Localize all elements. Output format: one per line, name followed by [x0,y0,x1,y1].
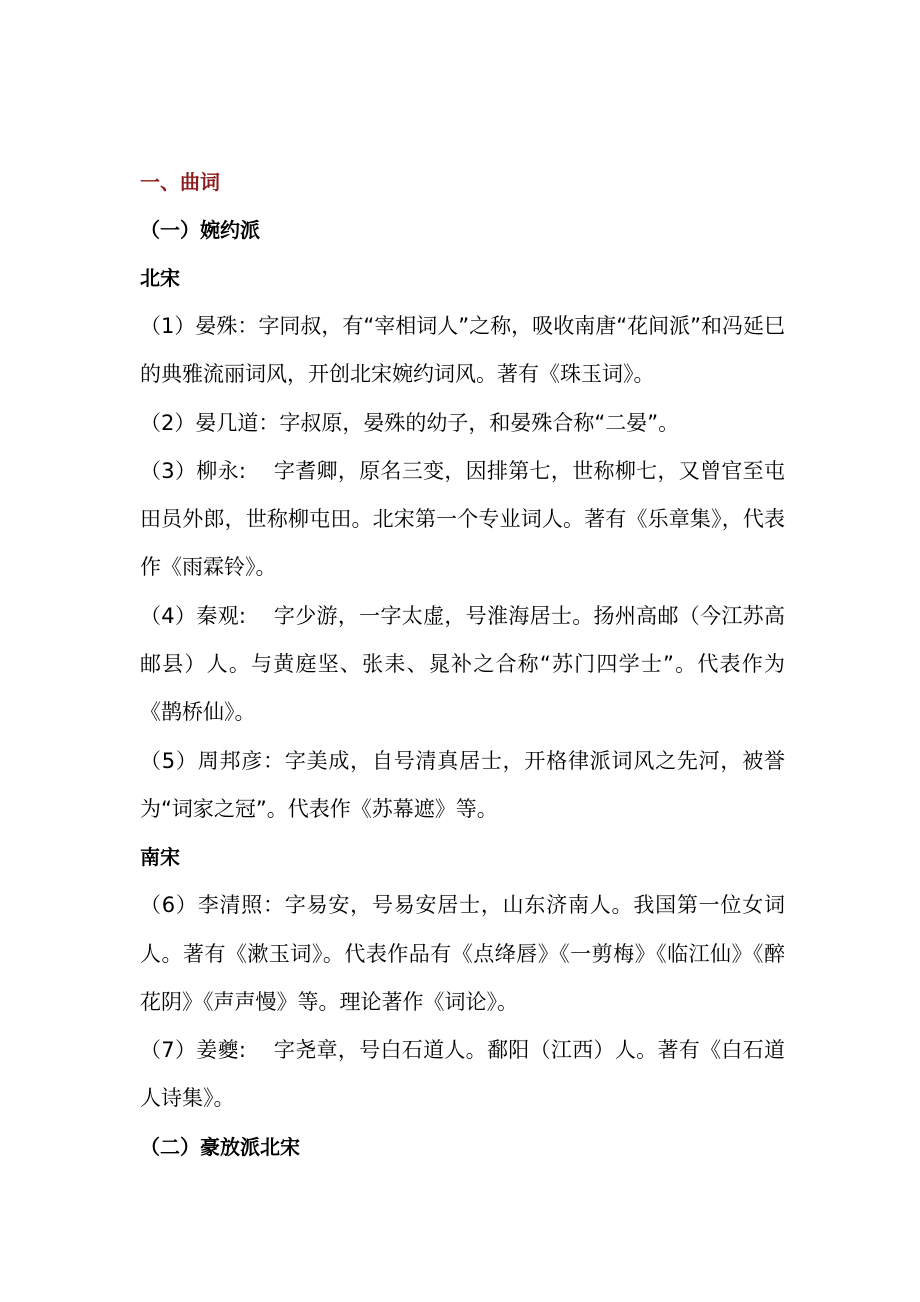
entry-yan-shu: （1）晏殊：字同叔，有“宰相词人”之称，吸收南唐“花间派”和冯延巳的典雅流丽词风，开创北宋婉约词风。著有《珠玉词》。 [140,314,785,387]
period-heading-south-song: 南宋 [140,845,180,870]
document-page [140,158,785,1171]
subsection-title-wanyue: （一）婉约派 [140,218,260,242]
entry-jiang-kui: （7）姜夔: 字尧章，号白石道人。鄱阳（江西）人。著有《白石道人诗集》。 [140,1038,785,1111]
period-heading-north-song: 北宋 [140,266,180,290]
entry-liu-yong: （3）柳永: 字耆卿，原名三变，因排第七，世称柳七，又曾官至屯田员外郎，世称柳屯田。北宋第一个专业词人。著有《乐章集》，代表作《雨霖铃》。 [140,458,785,580]
entry-qin-guan: （4）秦观: 字少游，一字太虚，号淮海居士。扬州高邮（今江苏高邮县）人。与黄庭坚、张耒、晁补之合称“苏门四学士”。代表作为《鹊桥仙》。 [140,603,785,725]
entry-zhou-bangyan: （5）周邦彦：字美成，自号清真居士，开格律派词风之先河，被誉为“词家之冠”。代表作《苏幕遮》等。 [140,748,785,821]
section-title: 一、曲词 [140,170,220,194]
subsection-title-haofang: （二）豪放派北宋 [140,1134,300,1159]
entry-li-qingzhao: （6）李清照：字易安，号易安居士，山东济南人。我国第一位女词人。著有《漱玉词》。代表作品有《点绛唇》《一剪梅》《临江仙》《醉花阴》《声声慢》等。理论著作《词论》。 [140,893,785,1014]
entry-yan-jidao: （2）晏几道：字叔原，晏殊的幼子，和晏殊合称“二晏”。 [140,410,680,435]
